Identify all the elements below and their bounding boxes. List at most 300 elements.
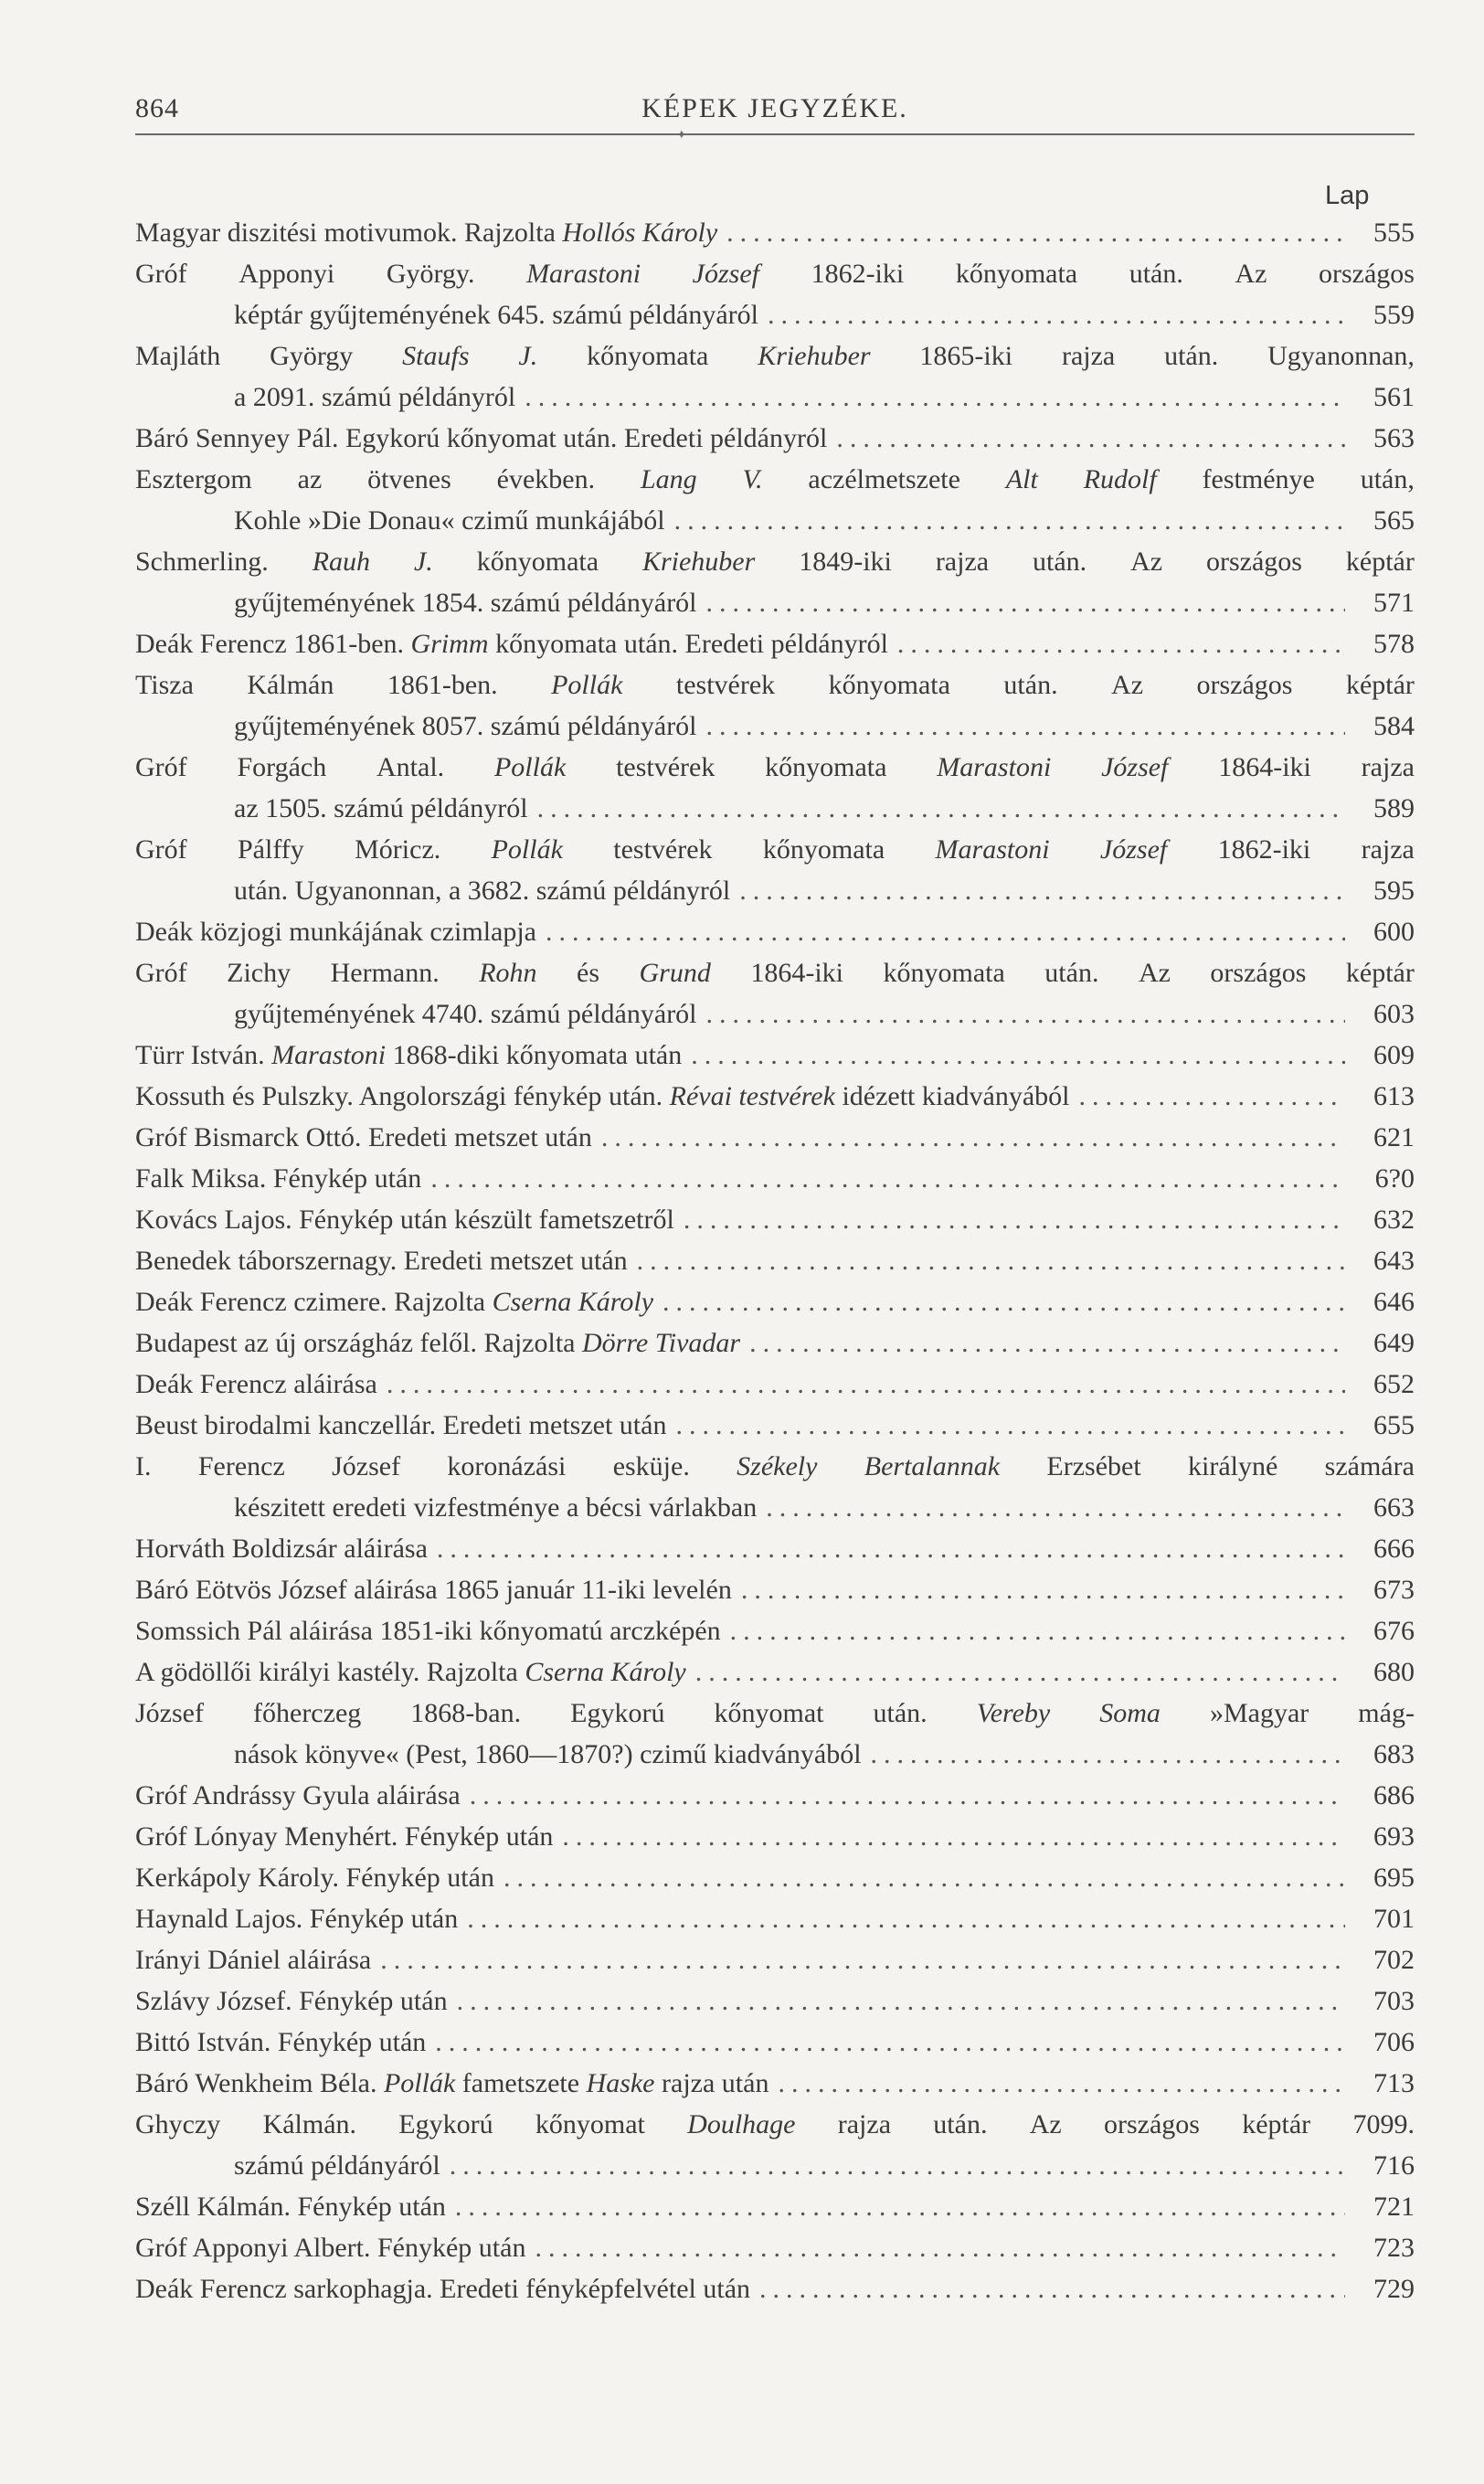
- entry-word: mág-: [1358, 1698, 1415, 1728]
- list-item: [135, 1035, 1415, 1076]
- entry-line: [135, 870, 1415, 911]
- entry-italic-word: József: [1101, 752, 1169, 782]
- dot-leader: [435, 2022, 1345, 2063]
- list-item: [135, 1610, 1415, 1651]
- dot-leader: [836, 418, 1345, 459]
- entry-line: [135, 706, 1415, 747]
- entry-page-number: 613: [1373, 1081, 1415, 1111]
- entry-line: [135, 2268, 1415, 2309]
- entry-line: [135, 459, 1415, 500]
- entry-text: Báró Eötvös József aláirása 1865 január 11-iki levelén: [135, 1575, 732, 1605]
- list-item: [135, 1898, 1415, 1939]
- entry-word: az: [297, 464, 323, 494]
- entry-page-number: 565: [1373, 505, 1415, 536]
- entry-word: Ghyczy: [135, 2109, 221, 2139]
- entry-italic-text: Cserna Károly: [492, 1287, 654, 1317]
- entry-text: az 1505. számú példányról: [234, 793, 528, 823]
- list-item: [135, 829, 1415, 911]
- entry-text: képtár gyűjteményének 645. számú példányáról: [234, 300, 758, 330]
- entry-word: országos: [1210, 958, 1307, 988]
- entry-word: Hermann.: [330, 958, 440, 988]
- dot-leader: [662, 1281, 1345, 1322]
- list-item: [135, 1816, 1415, 1857]
- entry-italic-word: V.: [742, 464, 763, 494]
- entry-word: 1868-ban.: [410, 1698, 522, 1728]
- entry-word: kőnyomat: [535, 2109, 645, 2139]
- entry-italic-word: Marastoni: [935, 834, 1050, 865]
- dot-leader: [691, 1035, 1345, 1076]
- list-item: [135, 212, 1415, 253]
- entry-word: esküje.: [612, 1451, 690, 1481]
- entry-italic-text: Dörre Tivadar: [581, 1328, 741, 1358]
- dot-leader: [537, 788, 1345, 829]
- entry-word: után.: [873, 1698, 928, 1728]
- entry-line: [135, 1734, 1415, 1775]
- entry-line: [135, 788, 1415, 829]
- dot-leader: [525, 377, 1345, 418]
- entry-word: Zichy: [227, 958, 292, 988]
- entry-italic-word: Rudolf: [1083, 464, 1157, 494]
- entry-line: [135, 1487, 1415, 1528]
- entry-line: [135, 212, 1415, 253]
- list-item: [135, 1775, 1415, 1816]
- entry-text: Kerkápoly Károly. Fénykép után: [135, 1863, 494, 1893]
- list-item: [135, 1693, 1415, 1775]
- entry-text: Falk Miksa. Fénykép után: [135, 1163, 422, 1194]
- entry-italic-word: J.: [413, 547, 433, 577]
- entry-line: [135, 1035, 1415, 1076]
- entry-text: Gróf Apponyi Albert. Fénykép után: [135, 2233, 526, 2263]
- entry-word: után,: [1360, 464, 1415, 494]
- entry-text: Báró Sennyey Pál. Egykorú kőnyomat után. Eredeti példányról: [135, 423, 828, 453]
- entry-text: Báró Wenkheim Béla.: [135, 2068, 384, 2098]
- entry-page-number: 723: [1373, 2233, 1415, 2263]
- dot-leader: [739, 870, 1345, 911]
- entry-line: [135, 1405, 1415, 1446]
- entry-word: 1864-iki: [1218, 752, 1311, 782]
- list-item: [135, 623, 1415, 664]
- entry-text: Deák Ferencz czimere. Rajzolta: [135, 1287, 493, 1317]
- entry-word: országos: [1206, 547, 1302, 577]
- list-item: [135, 1569, 1415, 1610]
- entry-line: [135, 623, 1415, 664]
- entry-text: Gróf Bismarck Ottó. Eredeti metszet után: [135, 1122, 592, 1152]
- entry-italic-word: Marastoni: [526, 259, 641, 289]
- entry-word: országos: [1103, 2109, 1200, 2139]
- list-item: [135, 335, 1415, 418]
- entry-word: Forgách: [237, 752, 327, 782]
- dot-leader: [759, 2268, 1345, 2309]
- dot-leader: [726, 212, 1345, 253]
- entry-page-number: 578: [1373, 629, 1415, 659]
- entry-text: Beust birodalmi kanczellár. Eredeti metszet után: [135, 1410, 667, 1440]
- entry-word: után.: [933, 2109, 988, 2139]
- entry-word: Gróf: [135, 259, 187, 289]
- entry-text: Somssich Pál aláirása 1851-iki kőnyomatú arczképén: [135, 1616, 721, 1646]
- entry-text: után. Ugyanonnan, a 3682. számú példányról: [234, 876, 731, 906]
- dot-leader: [706, 582, 1345, 623]
- list-item: [135, 1199, 1415, 1240]
- entry-word: után.: [1164, 341, 1219, 371]
- dot-leader: [706, 993, 1345, 1035]
- entry-word: kőnyomata: [765, 752, 887, 782]
- list-item: [135, 1240, 1415, 1281]
- entry-word: főherczeg: [253, 1698, 362, 1728]
- entry-line: [135, 1651, 1415, 1693]
- entry-word: után.: [1044, 958, 1099, 988]
- entry-word: Az: [1111, 670, 1144, 700]
- entry-line: [135, 2227, 1415, 2268]
- entry-line: [135, 747, 1415, 788]
- dot-leader: [1079, 1076, 1345, 1117]
- entry-line: [135, 1199, 1415, 1240]
- dot-leader: [675, 1405, 1345, 1446]
- entry-word: képtár: [1345, 547, 1415, 577]
- entry-text: kőnyomata után. Eredeti példányról: [488, 629, 888, 659]
- entry-italic-word: Vereby: [976, 1698, 1051, 1728]
- entry-page-number: 561: [1373, 382, 1415, 412]
- dot-leader: [601, 1117, 1345, 1158]
- list-item: [135, 747, 1415, 829]
- entry-line: [135, 2063, 1415, 2104]
- entry-word: kőnyomata: [476, 547, 599, 577]
- entry-word: Gróf: [135, 834, 187, 865]
- entry-page-number: 6?0: [1374, 1163, 1415, 1194]
- entry-line: [135, 377, 1415, 418]
- entry-italic-word: József: [1099, 834, 1168, 865]
- entry-italic-word: Kriehuber: [641, 547, 756, 577]
- entry-word: testvérek: [616, 752, 716, 782]
- entry-line: [135, 952, 1415, 993]
- entry-line: [135, 1528, 1415, 1569]
- dot-leader: [730, 1610, 1345, 1651]
- entry-line: [135, 1857, 1415, 1898]
- entry-word: 1864-iki: [750, 958, 844, 988]
- entry-italic-word: Rauh: [312, 547, 371, 577]
- page-column-label: Lap: [1325, 181, 1370, 210]
- entry-word: Apponyi: [238, 259, 335, 289]
- dot-leader: [437, 1528, 1345, 1569]
- entry-text: 1868-diki kőnyomata után: [386, 1040, 683, 1070]
- entry-word: József: [135, 1698, 204, 1728]
- entry-word: kőnyomata: [762, 834, 885, 865]
- list-item: [135, 1528, 1415, 1569]
- entry-text: Horváth Boldizsár aláirása: [135, 1534, 428, 1564]
- entry-page-number: 693: [1373, 1821, 1415, 1852]
- entry-text: Irányi Dániel aláirása: [135, 1945, 372, 1975]
- entry-page-number: 589: [1373, 793, 1415, 823]
- entry-word: Az: [1029, 2109, 1062, 2139]
- entry-word: képtár: [1242, 2109, 1311, 2139]
- entry-italic-word: Alt: [1005, 464, 1038, 494]
- entry-word: Ugyanonnan,: [1267, 341, 1415, 371]
- list-item: [135, 952, 1415, 1035]
- list-item: [135, 2022, 1415, 2063]
- entry-page-number: 571: [1373, 588, 1415, 618]
- entry-word: rajza: [1361, 834, 1415, 865]
- entry-italic-word: Rohn: [479, 958, 537, 988]
- entry-word: ötvenes: [367, 464, 451, 494]
- entry-text: Szlávy József. Fénykép után: [135, 1986, 448, 2016]
- entry-page-number: 676: [1373, 1616, 1415, 1646]
- entry-page-number: 655: [1373, 1410, 1415, 1440]
- dot-leader: [562, 1816, 1345, 1857]
- entry-line: [135, 500, 1415, 541]
- entry-word: »Magyar: [1209, 1698, 1309, 1728]
- entry-word: kőnyomata: [587, 341, 709, 371]
- dot-leader: [871, 1734, 1345, 1775]
- dot-leader: [768, 294, 1345, 335]
- entry-word: Az: [1138, 958, 1171, 988]
- entry-word: festménye: [1202, 464, 1315, 494]
- entry-italic-word: Pollák: [551, 670, 623, 700]
- entry-page-number: 600: [1373, 917, 1415, 947]
- dot-leader: [684, 1199, 1345, 1240]
- entry-word: koronázási: [447, 1451, 567, 1481]
- entry-word: képtár: [1345, 958, 1415, 988]
- entry-text: Türr István.: [135, 1040, 272, 1070]
- entry-line: [135, 2186, 1415, 2227]
- entry-italic-word: Székely: [737, 1451, 818, 1481]
- dot-leader: [450, 2145, 1345, 2186]
- list-item: [135, 1076, 1415, 1117]
- entry-line: [135, 1775, 1415, 1816]
- dot-leader: [706, 706, 1345, 747]
- dot-leader: [674, 500, 1345, 541]
- entry-line: [135, 1117, 1415, 1158]
- dot-leader: [897, 623, 1345, 664]
- entry-line: [135, 1158, 1415, 1199]
- list-item: [135, 459, 1415, 541]
- entry-line: [135, 1610, 1415, 1651]
- entry-word: rajza: [935, 547, 990, 577]
- entry-word: és: [577, 958, 600, 988]
- entry-page-number: 652: [1373, 1369, 1415, 1399]
- entry-text: Deák közjogi munkájának czimlapja: [135, 917, 536, 947]
- entry-text: Kovács Lajos. Fénykép után készült fametszetről: [135, 1205, 674, 1235]
- entry-word: Esztergom: [135, 464, 252, 494]
- entry-italic-word: Bertalannak: [864, 1451, 1001, 1481]
- entry-italic-text: Pollák: [383, 2068, 456, 2098]
- dot-leader: [455, 2186, 1345, 2227]
- entry-text: fametszete: [455, 2068, 587, 2098]
- list-item: [135, 2227, 1415, 2268]
- entry-word: királyné: [1188, 1451, 1278, 1481]
- entry-word: Tisza: [135, 670, 194, 700]
- list-item: [135, 1281, 1415, 1322]
- entry-word: aczélmetszete: [808, 464, 960, 494]
- dot-leader: [546, 911, 1345, 952]
- entry-text: rajza után: [654, 2068, 769, 2098]
- entry-text: Haynald Lajos. Fénykép után: [135, 1904, 459, 1934]
- entry-line: [135, 664, 1415, 706]
- entry-line: [135, 1322, 1415, 1364]
- header-rule: [135, 133, 1415, 135]
- entry-text: a 2091. számú példányról: [234, 382, 516, 412]
- entry-text: A gödöllői királyi kastély. Rajzolta: [135, 1657, 525, 1687]
- entry-text: Magyar diszitési motivumok. Rajzolta: [135, 218, 563, 248]
- entry-word: képtár: [1345, 670, 1415, 700]
- entry-text: Széll Kálmán. Fénykép után: [135, 2192, 446, 2222]
- entry-word: kőnyomata: [883, 958, 1005, 988]
- list-item: [135, 664, 1415, 747]
- list-item: [135, 1651, 1415, 1693]
- entry-word: Az: [1235, 259, 1267, 289]
- entry-word: testvérek: [675, 670, 776, 700]
- entry-word: Majláth: [135, 341, 221, 371]
- entry-word: Kálmán: [247, 670, 334, 700]
- entry-word: Ferencz: [197, 1451, 285, 1481]
- list-item: [135, 253, 1415, 335]
- entry-line: [135, 1364, 1415, 1405]
- entry-text: gyűjteményének 1854. számú példányáról: [234, 588, 697, 618]
- entry-text: Gróf Lónyay Menyhért. Fénykép után: [135, 1821, 554, 1852]
- entry-line: [135, 253, 1415, 294]
- dot-leader: [430, 1158, 1345, 1199]
- dot-leader: [778, 2063, 1345, 2104]
- dot-leader: [695, 1651, 1345, 1693]
- entry-text: gyűjteményének 8057. számú példányáról: [234, 711, 697, 741]
- entry-word: Egykorú: [398, 2109, 493, 2139]
- entry-line: [135, 2145, 1415, 2186]
- list-item: [135, 1980, 1415, 2022]
- entry-line: [135, 1898, 1415, 1939]
- entry-page-number: 680: [1373, 1657, 1415, 1687]
- entry-word: József: [332, 1451, 401, 1481]
- page-number: 864: [135, 93, 179, 123]
- list-item: [135, 1446, 1415, 1528]
- entry-line: [135, 911, 1415, 952]
- entry-word: Móricz.: [355, 834, 441, 865]
- list-item: [135, 1158, 1415, 1199]
- list-item: [135, 2186, 1415, 2227]
- dot-leader: [749, 1322, 1345, 1364]
- entry-word: Schmerling.: [135, 547, 269, 577]
- entry-page-number: 663: [1373, 1492, 1415, 1523]
- entry-italic-word: J.: [518, 341, 538, 371]
- entry-page-number: 716: [1373, 2150, 1415, 2181]
- entry-word: 7099.: [1352, 2109, 1415, 2139]
- dot-leader: [380, 1939, 1345, 1980]
- entry-text: számú példányáról: [234, 2150, 440, 2181]
- entry-word: 1862-iki: [1217, 834, 1311, 865]
- entry-page-number: 721: [1373, 2192, 1415, 2222]
- entry-page-number: 701: [1373, 1904, 1415, 1934]
- entry-text: Deák Ferencz aláirása: [135, 1369, 377, 1399]
- entry-italic-word: Grund: [639, 958, 711, 988]
- list-item: [135, 1364, 1415, 1405]
- entry-line: [135, 582, 1415, 623]
- entry-italic-word: Pollák: [491, 834, 563, 865]
- entry-italic-text: Marastoni: [271, 1040, 387, 1070]
- entry-page-number: 559: [1373, 300, 1415, 330]
- dot-leader: [535, 2227, 1345, 2268]
- entry-page-number: 621: [1373, 1122, 1415, 1152]
- entry-italic-word: Soma: [1099, 1698, 1161, 1728]
- entry-word: Egykorú: [570, 1698, 665, 1728]
- entry-page-number: 595: [1373, 876, 1415, 906]
- entry-word: után.: [1129, 259, 1183, 289]
- entry-word: kőnyomata: [828, 670, 950, 700]
- running-head: [135, 93, 1415, 133]
- entry-word: 1849-iki: [799, 547, 892, 577]
- entry-page-number: 563: [1373, 423, 1415, 453]
- entry-line: [135, 1240, 1415, 1281]
- entry-italic-word: Kriehuber: [758, 341, 871, 371]
- entry-italic-text: Révai testvérek: [669, 1081, 835, 1111]
- entry-page-number: 643: [1373, 1246, 1415, 1276]
- entry-word: Gróf: [135, 958, 187, 988]
- entry-line: [135, 2104, 1415, 2145]
- entry-text: készitett eredeti vizfestménye a bécsi várlakban: [234, 1492, 758, 1523]
- entry-word: 1861-ben.: [387, 670, 498, 700]
- entry-italic-word: Doulhage: [687, 2109, 796, 2139]
- entry-text: Gróf Andrássy Gyula aláirása: [135, 1780, 461, 1810]
- entry-page-number: 632: [1373, 1205, 1415, 1235]
- entry-word: Antal.: [376, 752, 445, 782]
- entry-line: [135, 294, 1415, 335]
- entry-italic-text: Grimm: [410, 629, 489, 659]
- entry-page-number: 702: [1373, 1945, 1415, 1975]
- entry-word: György: [270, 341, 354, 371]
- entry-page-number: 609: [1373, 1040, 1415, 1070]
- entry-line: [135, 1569, 1415, 1610]
- entry-word: után.: [1033, 547, 1087, 577]
- entry-text: Budapest az új országház felől. Rajzolta: [135, 1328, 582, 1358]
- entry-word: testvérek: [613, 834, 713, 865]
- entry-word: Erzsébet: [1046, 1451, 1141, 1481]
- entry-italic-word: Marastoni: [937, 752, 1052, 782]
- rule-ornament-icon: ✦: [676, 129, 687, 143]
- list-item: [135, 1857, 1415, 1898]
- entry-page-number: 695: [1373, 1863, 1415, 1893]
- entry-text: idézett kiadványából: [834, 1081, 1070, 1111]
- dot-leader: [467, 1898, 1345, 1939]
- dot-leader: [457, 1980, 1345, 2022]
- dot-leader: [637, 1240, 1345, 1281]
- entry-italic-word: Lang: [640, 464, 697, 494]
- entry-page-number: 713: [1373, 2068, 1415, 2098]
- entry-word: 1865-iki: [919, 341, 1013, 371]
- entry-text: Kohle »Die Donau« czimű munkájából: [234, 505, 665, 536]
- entry-italic-text: Haske: [586, 2068, 655, 2098]
- entry-line: [135, 1980, 1415, 2022]
- entry-word: 1862-iki: [811, 259, 905, 289]
- entry-page-number: 706: [1373, 2027, 1415, 2057]
- entry-page-number: 666: [1373, 1534, 1415, 1564]
- entry-word: Az: [1130, 547, 1163, 577]
- page-title: KÉPEK JEGYZÉKE.: [641, 93, 908, 123]
- list-item: [135, 911, 1415, 952]
- entry-text: gyűjteményének 4740. számú példányáról: [234, 999, 697, 1029]
- entry-italic-text: Cserna Károly: [525, 1657, 686, 1687]
- entry-line: [135, 1281, 1415, 1322]
- dot-leader: [741, 1569, 1345, 1610]
- entry-word: I.: [135, 1451, 152, 1481]
- entry-italic-word: József: [692, 259, 759, 289]
- entry-word: György.: [386, 259, 475, 289]
- entry-word: Kálmán.: [262, 2109, 357, 2139]
- list-item: [135, 1405, 1415, 1446]
- entry-line: [135, 1816, 1415, 1857]
- list-item: [135, 1322, 1415, 1364]
- entry-word: években.: [496, 464, 596, 494]
- entry-page-number: 603: [1373, 999, 1415, 1029]
- entry-italic-word: Staufs: [402, 341, 470, 371]
- entry-word: országos: [1319, 259, 1415, 289]
- dot-leader: [387, 1364, 1345, 1405]
- entry-word: Pálffy: [238, 834, 304, 865]
